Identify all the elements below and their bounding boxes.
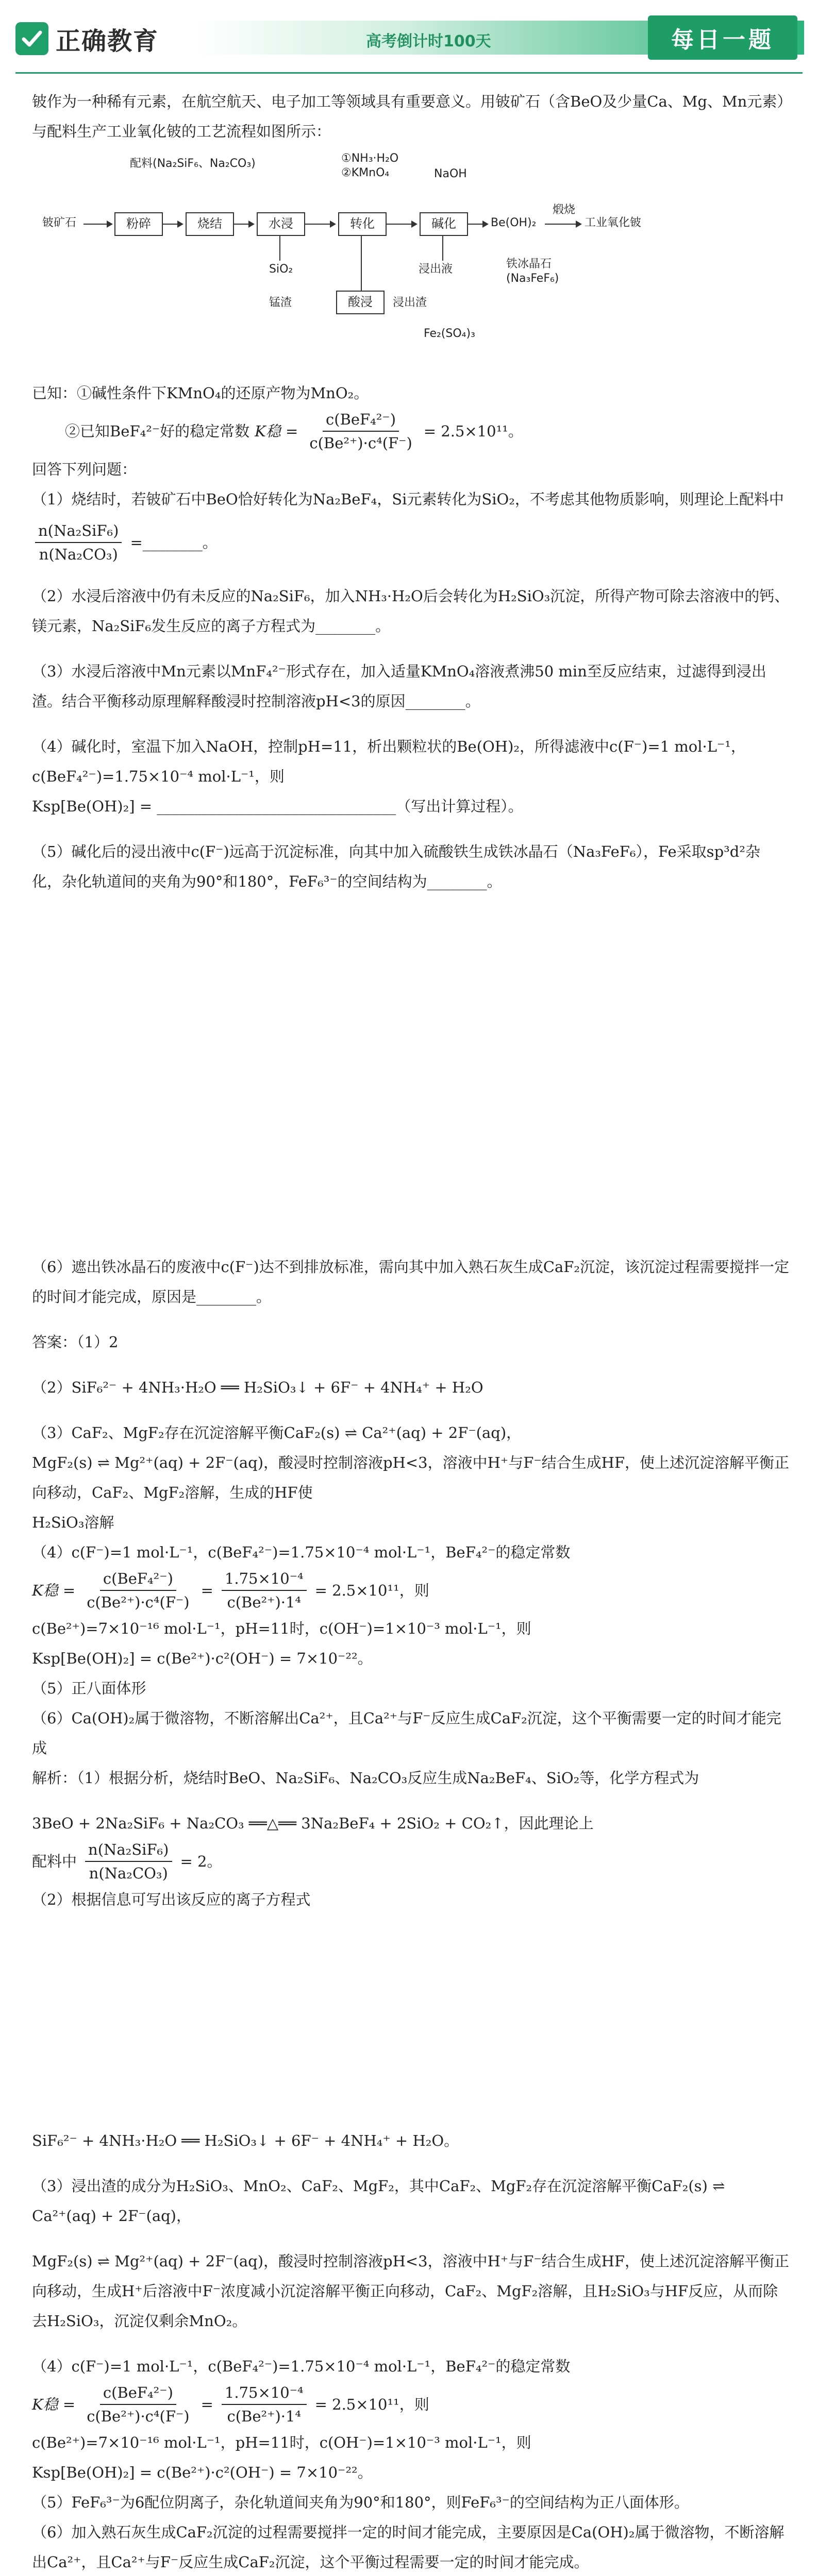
known-2: ②已知BeF₄²⁻好的稳定常数 K稳 = $\frac{\text{c(BeF₄²⁻)}}{\text{c(Be²⁺)·c⁴(F⁻)}}$ = 2.5×10¹¹。 [32,408,790,454]
analysis-ratio: 配料中 $\frac{\text{n(Na₂SiF₆)}}{\text{n(Na₂CO₃)}}$ = 2。 [32,1838,790,1885]
answer-5: （5）正八面体形 [32,1680,146,1697]
flow-convert-reagent: ①NH₃·H₂O ②KMnO₄ [341,152,399,179]
analysis-1: 解析：（1）根据分析，烧结时BeO、Na₂SiF₆、Na₂CO₃反应生成Na₂BeF₄、SiO₂等，化学方程式为 [32,1769,699,1787]
answer-3: （3）CaF₂、MgF₂存在沉淀溶解平衡CaF₂(s) ⇌ Ca²⁺(aq) + 2F⁻(aq)， [32,1424,522,1442]
flow-line [442,235,443,261]
answer-4-c: c(Be²⁺)=7×10⁻¹⁶ mol·L⁻¹，pH=11时，c(OH⁻)=1×10⁻³ mol·L⁻¹，则 [32,1620,531,1637]
question-3: （3）水浸后溶液中Mn元素以MnF₄²⁻形式存在，加入适量KMnO₄溶液煮沸50 min至反应结束，过滤得到浸出渣。结合平衡移动原理解释酸浸时控制溶液pH<3的原因________。 [32,663,766,710]
flow-step-crush: 粉碎 [114,212,163,236]
flow-arrow [162,224,182,225]
blank-space [32,1914,790,2126]
flow-arrow [545,224,581,225]
question-4-ksp: Ksp[Be(OH)₂] = ________________________________（写出计算过程）。 [32,798,523,815]
analysis-2: （2）根据信息可写出该反应的离子方程式 [32,1891,311,1908]
flow-line [361,235,362,292]
analysis-6: （6）加入熟石灰生成CaF₂沉淀的过程需要搅拌一定的时间才能完成，主要原因是Ca(OH)₂属于微溶物，不断溶解出Ca²⁺，且Ca²⁺与F⁻反应生成CaF₂沉淀，这个平衡过程需要一定的时间才能完成。 [32,2523,784,2571]
flow-sio2: SiO₂ [269,263,293,276]
question-1: （1）烧结时，若铍矿石中BeO恰好转化为Na₂BeF₄，Si元素转化为SiO₂，不考虑其他物质影响，则理论上配料中 $\frac{\text{n(Na₂SiF₆)}}{\text{n(Na₂CO₃)}}$ =________。 [32,490,784,563]
flow-leach-liquid: 浸出液 [419,263,453,276]
intro-text: 铍作为一种稀有元素，在航空航天、电子加工等领域具有重要意义。用铍矿石（含BeO及少量Ca、Mg、Mn元素）与配料生产工业氧化铍的工艺流程如图所示： [32,93,784,140]
flow-beoh2: Be(OH)₂ [491,216,537,229]
analysis-4-fraction: K稳 = $\frac{\text{c(BeF₄²⁻)}}{\text{c(Be²⁺)·c⁴(F⁻)}}$ = $\frac{\text{1.75×10⁻⁴}}{\text{c(Be²⁺)·1⁴}}$ = 2.5×10¹¹，则 [32,2381,790,2428]
question-6: （6）遮出铁冰晶石的废液中c(F⁻)达不到排放标准，需向其中加入熟石灰生成CaF₂沉淀，该沉淀过程需要搅拌一定的时间才能完成，原因是________。 [32,1258,789,1306]
countdown-text: 高考倒计时100天 [366,32,491,50]
analysis-3b: MgF₂(s) ⇌ Mg²⁺(aq) + 2F⁻(aq)，酸浸时控制溶液pH<3，溶液中H⁺与F⁻结合生成HF，使上述沉淀溶解平衡正向移动，生成H⁺后溶液中F⁻浓度减小沉淀溶解平衡正向移动，CaF₂、MgF₂溶解，且H₂SiO₃与HF反应，从而除去H₂SiO₃，沉淀仅剩余MnO₂。 [32,2252,790,2330]
stability-constant-fraction: $\frac{\text{c(BeF₄²⁻)}}{\text{c(Be²⁺)·c⁴(F⁻)}}$ [306,408,415,454]
answer-block [32,1327,790,2576]
flow-leach-residue: 浸出渣 [393,296,427,309]
answer-4-ksp: Ksp[Be(OH)₂] = c(Be²⁺)·c²(OH⁻) = 7×10⁻²²。 [32,1650,373,1667]
flow-arrow [467,224,488,225]
question-2: （2）水浸后溶液中仍有未反应的Na₂SiF₆，加入NH₃·H₂O后会转化为H₂SiO₃沉淀，所得产物可除去溶液中的钙、镁元素，Na₂SiF₆发生反应的离子方程式为________。 [32,587,790,635]
flow-ore: 铍矿石 [42,216,77,229]
flow-step-sinter: 烧结 [186,212,234,236]
analysis-4: （4）c(F⁻)=1 mol·L⁻¹，c(BeF₄²⁻)=1.75×10⁻⁴ mol·L⁻¹，BeF₄²⁻的稳定常数 [32,2358,571,2375]
answer-3c: H₂SiO₃溶解 [32,1514,114,1531]
flow-step-convert: 转化 [338,212,387,236]
flow-arrow [233,224,254,225]
flow-alkali-reagent: NaOH [434,167,467,180]
page-header [0,0,818,77]
questions-label: 回答下列问题： [32,461,137,478]
brand-name: 正确教育 [56,26,159,56]
flow-arrow [386,224,416,225]
answer-4-fraction: K稳 = $\frac{\text{c(BeF₄²⁻)}}{\text{c(Be²⁺)·c⁴(F⁻)}}$ = $\frac{\text{1.75×10⁻⁴}}{\text{c(Be²⁺)·1⁴}}$ = 2.5×10¹¹，则 [32,1567,790,1614]
analysis-eq1: 3BeO + 2Na₂SiF₆ + Na₂CO₃ ══△══ 3Na₂BeF₄ + 2SiO₂ + CO₂↑，因此理论上 [32,1815,594,1832]
analysis-eq2: SiF₆²⁻ + 4NH₃·H₂O ══ H₂SiO₃↓ + 6F⁻ + 4NH₄⁺ + H₂O。 [32,2132,459,2149]
answer-2: （2）SiF₆²⁻ + 4NH₃·H₂O ══ H₂SiO₃↓ + 6F⁻ + 4NH₄⁺ + H₂O [32,1379,483,1396]
process-flow-diagram [42,151,661,368]
flow-calcine: 煅烧 [553,204,576,216]
flow-step-acid-leach: 酸浸 [336,291,385,314]
known-1: 已知：①碱性条件下KMnO₄的还原产物为MnO₂。 [32,384,369,402]
answer-1: 答案：（1）2 [32,1333,119,1351]
flow-mn-residue: 锰渣 [269,296,292,309]
flow-product: 工业氧化铍 [585,216,642,229]
flow-step-water-leach: 水浸 [257,212,305,236]
answer-6: （6）Ca(OH)₂属于微溶物，不断溶解出Ca²⁺，且Ca²⁺与F⁻反应生成CaF₂沉淀，这个平衡需要一定的时间才能完成 [32,1709,781,1757]
header-divider [15,72,803,74]
analysis-3a: （3）浸出渣的成分为H₂SiO₃、MnO₂、CaF₂、MgF₂，其中CaF₂、MgF₂存在沉淀溶解平衡CaF₂(s) ⇌ Ca²⁺(aq) + 2F⁻(aq)， [32,2177,725,2225]
analysis-5: （5）FeF₆³⁻为6配位阴离子，杂化轨道间夹角为90°和180°，则FeF₆³⁻的空间结构为正八面体形。 [32,2494,689,2511]
flow-crystal: 铁冰晶石 (Na₃FeF₆) [506,258,559,285]
answer-3b: MgF₂(s) ⇌ Mg²⁺(aq) + 2F⁻(aq)，酸浸时控制溶液pH<3，溶液中H⁺与F⁻结合生成HF，使上述沉淀溶解平衡正向移动，CaF₂、MgF₂溶解，生成的HF使 [32,1454,790,1501]
flow-arrow [304,224,335,225]
daily-question-badge: 每日一题 [648,15,797,60]
flow-step-alkali: 碱化 [420,212,468,236]
blank-space [32,896,790,1252]
question-5: （5）碱化后的浸出液中c(F⁻)远高于沉淀标准，向其中加入硫酸铁生成铁冰晶石（Na₃FeF₆），Fe采取sp³d²杂化，杂化轨道间的夹角为90°和180°，FeF₆³⁻的空间结构为________。 [32,843,760,890]
question-content [32,87,790,2576]
analysis-4-ksp: Ksp[Be(OH)₂] = c(Be²⁺)·c²(OH⁻) = 7×10⁻²²。 [32,2464,373,2481]
flow-line [279,235,280,261]
brand [15,13,159,64]
flow-fe-sulfate: Fe₂(SO₄)₃ [424,327,475,340]
flow-arrow [84,224,112,225]
flow-reagents-label: 配料(Na₂SiF₆、Na₂CO₃) [130,157,256,170]
analysis-4-c: c(Be²⁺)=7×10⁻¹⁶ mol·L⁻¹，pH=11时，c(OH⁻)=1×10⁻³ mol·L⁻¹，则 [32,2434,531,2451]
answer-4: （4）c(F⁻)=1 mol·L⁻¹，c(BeF₄²⁻)=1.75×10⁻⁴ mol·L⁻¹，BeF₄²⁻的稳定常数 [32,1544,571,1561]
checkmark-logo-icon [15,22,48,55]
question-4: （4）碱化时，室温下加入NaOH，控制pH=11，析出颗粒状的Be(OH)₂，所得滤液中c(F⁻)=1 mol·L⁻¹，c(BeF₄²⁻)=1.75×10⁻⁴ mol·L⁻¹，则 [32,738,746,785]
